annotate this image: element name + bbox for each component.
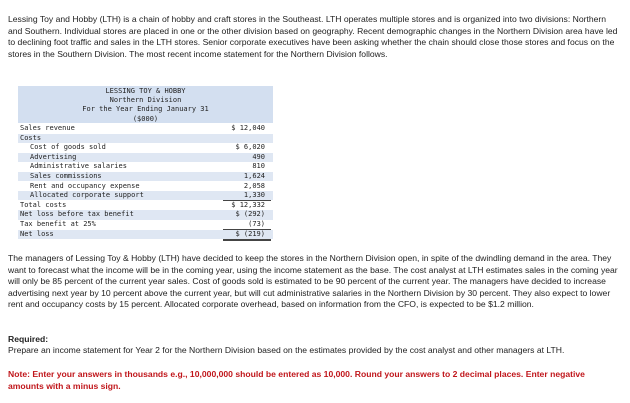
statement-row [18,191,273,200]
row-label: Costs [20,133,42,142]
row-amount: 1,330 [243,191,265,200]
row-label: Sales commissions [30,172,102,180]
statement-row [18,201,273,210]
row-label: Sales revenue [20,124,75,132]
row-label: Net loss before tax benefit [20,210,134,219]
statement-row [18,210,273,219]
statement-row [18,172,273,181]
statement-rule [223,200,271,201]
row-label: Rent and occupancy expense [30,181,140,190]
row-label: Advertising [30,152,77,161]
row-label: Total costs [20,200,67,209]
instruction-note: Note: Enter your answers in thousands e.g., 10,000,000 should be entered as 10,000. Round your answers to 2 decimal places. Enter negative amounts with a minus sign. [8,369,585,391]
intro-paragraph: Lessing Toy and Hobby (LTH) is a chain of hobby and craft stores in the Southeast. LTH operates multiple stores and is organized into two divisions: Northern and Southern. Individual stores are placed in one or the other division based on geography. Recent demographic changes in the Northern Division area have led to declining foot traffic and sales in the LTH stores. Senior corporate executives have been asking whether the chain should close those stores and focus on the stores in the Southern Division. The most recent income statement for the Northern Division follows. [8,14,618,59]
row-label: Net loss [20,229,54,238]
row-amount: 490 [252,152,265,161]
income-statement [18,86,273,238]
row-label: Tax benefit at 25% [20,220,96,228]
statement-row [18,124,273,133]
row-amount: (73) [248,220,265,228]
row-amount: $ 12,040 [231,124,265,132]
required-heading: Required: [8,334,49,344]
statement-row [18,220,273,229]
row-label: Administrative salaries [30,162,127,171]
statement-row [18,153,273,162]
statement-rule [223,240,271,241]
required-text: Prepare an income statement for Year 2 for the Northern Division based on the estimates provided by the cost analyst and other managers at LTH. [8,345,565,355]
period-label: For the Year Ending January 31 [82,105,209,114]
statement-row [18,143,273,152]
statement-row [18,230,273,239]
statement-rule [223,229,271,230]
company-name: LESSING TOY & HOBBY [105,87,186,95]
analysis-paragraph: The managers of Lessing Toy & Hobby (LTH) have decided to keep the stores in the Northern Division open, in spite of the dwindling demand in the area. They want to forecast what the income will be in the coming year, using the income statement as the base. The cost analyst at LTH estimates sales in the coming year will only be 85 percent of the current year sales. Cost of goods sold is estimated to be 90 percent of the current year. The managers have decided to increase advertising next year by 10 percent above the current year, but will cut administrative salaries in the Northern Division by 30 percent. They also expect to lower rent and occupancy costs by 15 percent. Allocated corporate overhead, based on information from the CFO, is expected to be $1.2 million. [8,253,618,309]
row-amount: $ (292) [235,210,265,219]
statement-row [18,162,273,171]
row-amount: 810 [252,162,265,171]
row-amount: 1,624 [243,172,265,180]
row-amount: $ 6,020 [235,143,265,152]
units-label: ($000) [132,114,159,123]
row-label: Cost of goods sold [30,143,106,152]
division-name: Northern Division [109,96,182,105]
row-label: Allocated corporate support [30,191,144,200]
statement-row [18,134,273,143]
row-amount: $ 12,332 [231,200,265,209]
statement-row [18,182,273,191]
row-amount: $ (219) [235,229,265,238]
row-amount: 2,058 [243,181,265,190]
statement-header [18,86,273,123]
